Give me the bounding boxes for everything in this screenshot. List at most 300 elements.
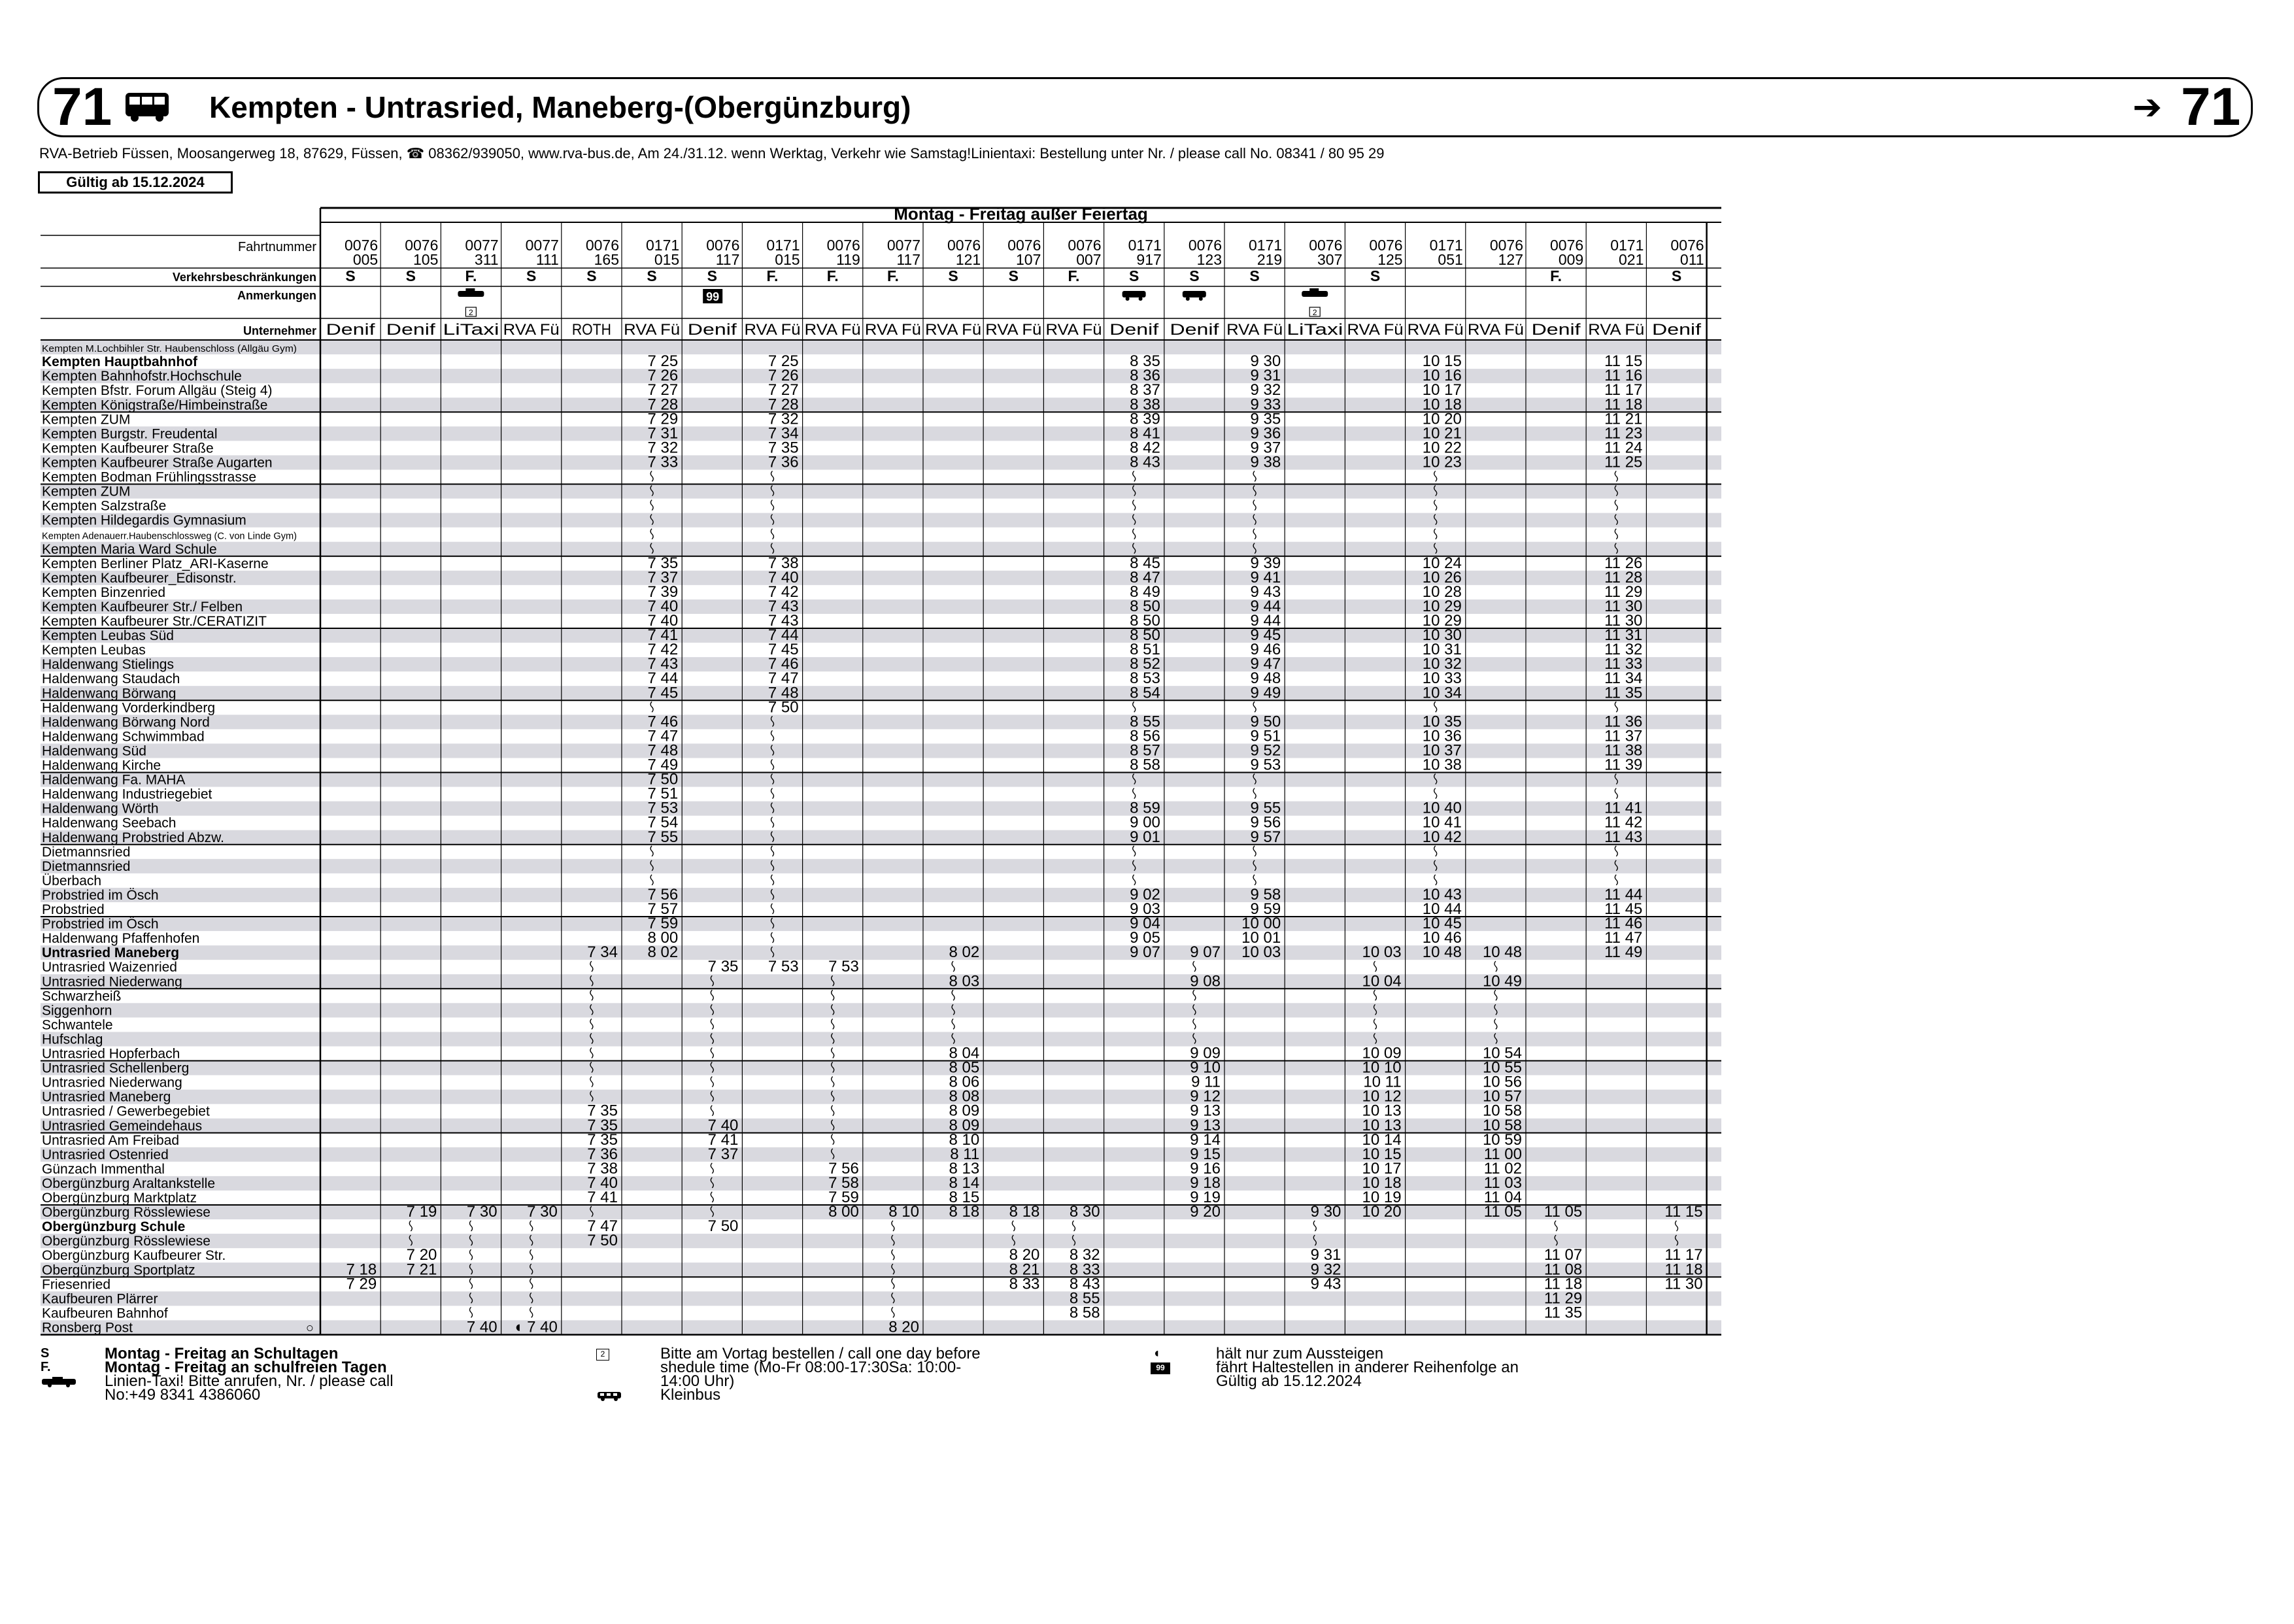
operator-name: RVA Fü	[1467, 321, 1524, 339]
departure-time: 7 56	[828, 1159, 859, 1177]
stop-name: Untrasried Maneberg	[42, 1089, 171, 1105]
departure-time: 10 43	[1422, 885, 1462, 904]
departure-time: 7 53	[767, 958, 799, 976]
stop-name: Kempten ZUM	[42, 412, 131, 428]
pass-through-mark	[1133, 500, 1136, 511]
departure-time: 11 15	[1604, 352, 1643, 371]
legend-minibus-text: Kleinbus	[660, 1386, 721, 1404]
stop-name: Haldenwang Börwang	[42, 686, 177, 702]
departure-time: 11 25	[1604, 453, 1643, 471]
departure-time: 9 39	[1250, 554, 1281, 572]
departure-time: 7 38	[587, 1159, 618, 1177]
departure-time: 8 35	[1130, 352, 1160, 371]
operator-name: Denif	[1170, 321, 1219, 339]
linientaxi-roof	[465, 288, 475, 292]
pass-through-mark	[470, 1307, 473, 1317]
departure-time: 8 13	[949, 1159, 980, 1177]
stop-name: Kempten Maria Ward Schule	[42, 541, 217, 557]
departure-time: 8 30	[1069, 1203, 1100, 1221]
trip-number: 015	[654, 251, 680, 268]
departure-time: 9 09	[1190, 1044, 1221, 1062]
pass-through-mark	[771, 788, 774, 799]
pass-through-mark	[952, 990, 954, 1000]
departure-time: 8 10	[888, 1203, 919, 1221]
stop-name: Kempten Kaufbeurer Straße Augarten	[42, 455, 273, 471]
pass-through-mark	[771, 932, 774, 943]
departure-time: 7 29	[346, 1275, 377, 1293]
stop-name: Kempten Bfstr. Forum Allgäu (Steig 4)	[42, 383, 273, 399]
departure-time: 7 50	[767, 698, 799, 717]
pass-through-mark	[1133, 846, 1136, 856]
departure-time: 11 46	[1604, 915, 1643, 933]
pass-through-mark	[952, 1019, 954, 1029]
departure-time: 9 30	[1310, 1203, 1341, 1221]
stop-name: Haldenwang Börwang Nord	[42, 715, 210, 730]
departure-time: 9 19	[1190, 1189, 1221, 1206]
departure-time: 11 44	[1604, 885, 1643, 904]
trip-number-label: Fahrtnummer	[237, 240, 316, 254]
stop-name: Haldenwang Fa. MAHA	[42, 772, 186, 788]
pass-through-mark	[1313, 1221, 1316, 1231]
departure-time: 8 18	[949, 1203, 980, 1221]
departure-time: 7 35	[707, 958, 739, 976]
departure-time: 10 58	[1482, 1116, 1522, 1134]
pass-through-mark	[1133, 875, 1136, 885]
departure-time: 7 41	[707, 1130, 739, 1149]
stop-name: Untrasried / Gewerbegebiet	[42, 1104, 210, 1119]
row-shade	[41, 568, 1721, 586]
departure-time: 9 03	[1130, 900, 1160, 918]
departure-time: 10 17	[1422, 381, 1462, 399]
pass-through-mark	[1494, 1019, 1497, 1029]
departure-time: 10 17	[1362, 1159, 1402, 1177]
restriction-code: F.	[1068, 267, 1080, 284]
pass-through-mark	[832, 1077, 834, 1087]
minibus-icon	[596, 1391, 622, 1401]
minibus-icon	[1183, 291, 1206, 297]
departure-time: 8 41	[1130, 424, 1160, 443]
operator-name: RVA Fü	[985, 321, 1042, 339]
departure-time: 11 43	[1604, 828, 1643, 846]
departure-time: 7 50	[647, 770, 679, 788]
departure-time: 7 30	[527, 1203, 558, 1221]
departure-time: 9 59	[1250, 900, 1281, 918]
departure-time: 10 01	[1241, 929, 1281, 947]
departure-time: 10 20	[1362, 1203, 1402, 1221]
stop-name: Schwarzheiß	[42, 989, 122, 1004]
departure-time: 10 59	[1482, 1130, 1522, 1149]
row-shade	[41, 369, 1721, 383]
operator-name: RVA Fü	[744, 321, 801, 339]
pass-through-mark	[1676, 1221, 1678, 1231]
restriction-code: S	[1008, 267, 1019, 284]
alight-only-icon: ◖	[1153, 1346, 1161, 1361]
pass-through-mark	[590, 990, 593, 1000]
stop-name: Kempten Hauptbahnhof	[42, 354, 197, 370]
departure-time: 10 12	[1362, 1087, 1402, 1106]
row-shade	[41, 885, 1721, 904]
minibus-wheel	[1186, 297, 1190, 301]
departure-time: 9 14	[1190, 1130, 1221, 1149]
operator-name: Denif	[1109, 321, 1159, 339]
note-99: 99	[706, 290, 720, 303]
pass-through-mark	[1434, 471, 1437, 481]
departure-time: 11 21	[1604, 410, 1643, 428]
departure-time: 10 10	[1362, 1058, 1402, 1077]
pass-through-mark	[771, 529, 774, 539]
departure-time: 11 18	[1664, 1260, 1703, 1279]
pass-through-mark	[892, 1278, 894, 1289]
departure-time: 8 57	[1130, 741, 1160, 760]
pass-through-mark	[1133, 788, 1136, 799]
row-shade	[41, 426, 1721, 441]
notes-label: Anmerkungen	[237, 289, 316, 302]
departure-time: 9 44	[1250, 612, 1281, 630]
departure-time: 9 15	[1190, 1145, 1221, 1163]
departure-time: 10 00	[1241, 915, 1281, 933]
row-shade	[41, 1205, 1721, 1219]
stop-name: Friesenried	[42, 1277, 111, 1293]
departure-time: 11 24	[1604, 439, 1643, 457]
stop-name: Schwantele	[42, 1017, 113, 1033]
departure-time: 7 27	[767, 381, 799, 399]
operator-name: Denif	[687, 321, 737, 339]
pass-through-mark	[892, 1307, 894, 1317]
departure-time: 7 41	[647, 626, 679, 645]
departure-time: 10 28	[1422, 583, 1462, 601]
pass-through-mark	[1253, 788, 1256, 799]
trip-number: 0076	[706, 237, 740, 254]
departure-time: 10 46	[1422, 929, 1462, 947]
trip-number: 125	[1377, 251, 1403, 268]
stop-name: Kempten Salzstraße	[42, 498, 167, 514]
stop-name: Kempten Bahnhofstr.Hochschule	[42, 369, 242, 384]
pass-through-mark	[771, 471, 774, 481]
departure-time: 7 57	[647, 900, 679, 918]
stop-name: Siggenhorn	[42, 1003, 112, 1019]
departure-time: 9 32	[1310, 1260, 1341, 1279]
legend	[39, 1347, 1674, 1425]
stop-name: Haldenwang Probstried Abzw.	[42, 830, 224, 845]
departure-time: 7 35	[587, 1102, 618, 1120]
restriction-code: F.	[1550, 267, 1562, 284]
departure-time: 9 07	[1190, 943, 1221, 962]
departure-time: 8 21	[1009, 1260, 1040, 1279]
stop-name: Haldenwang Staudach	[42, 671, 180, 687]
restriction-code: S	[1129, 267, 1139, 284]
departure-time: 9 35	[1250, 410, 1281, 428]
departure-time: 9 05	[1130, 929, 1160, 947]
pass-through-mark	[1253, 529, 1256, 539]
departure-time: 9 01	[1130, 828, 1160, 846]
arrow-right-icon: ➔	[2133, 86, 2163, 127]
departure-time: 9 58	[1250, 885, 1281, 904]
departure-time: 10 20	[1422, 410, 1462, 428]
pass-through-mark	[590, 1019, 593, 1029]
departure-time: 7 44	[647, 669, 679, 688]
departure-time: 7 40	[707, 1116, 739, 1134]
pass-through-mark	[650, 875, 653, 885]
departure-time: 7 59	[647, 915, 679, 933]
departure-time: 7 41	[587, 1189, 618, 1206]
departure-time: 10 13	[1362, 1116, 1402, 1134]
pass-through-mark	[1253, 875, 1256, 885]
departure-time: 7 40	[587, 1174, 618, 1192]
departure-time: 7 35	[587, 1116, 618, 1134]
row-shade	[41, 398, 1721, 412]
trip-number: 123	[1196, 251, 1222, 268]
pass-through-mark	[409, 1221, 412, 1231]
restriction-code: S	[526, 267, 537, 284]
pass-through-mark	[832, 1134, 834, 1145]
line-number-right: 71	[2181, 77, 2241, 137]
departure-time: 7 45	[647, 684, 679, 702]
departure-time: 11 38	[1604, 741, 1643, 760]
stop-name: Untrasried Maneberg	[42, 945, 180, 961]
pass-through-mark	[1615, 471, 1617, 481]
pass-through-mark	[892, 1249, 894, 1260]
departure-time: 10 11	[1363, 1073, 1402, 1091]
stop-name: Obergünzburg Kaufbeurer Str.	[42, 1248, 226, 1264]
row-shade	[41, 1234, 1721, 1248]
departure-time: 8 52	[1130, 655, 1160, 673]
pass-through-mark	[1193, 961, 1196, 972]
departure-time: 10 48	[1482, 943, 1522, 962]
departure-time: 8 45	[1130, 554, 1160, 572]
trip-number: 051	[1438, 251, 1463, 268]
trip-number: 219	[1257, 251, 1283, 268]
trip-number: 021	[1619, 251, 1644, 268]
pass-through-mark	[590, 1047, 593, 1058]
linientaxi-icon	[1302, 291, 1328, 297]
departure-time: 8 18	[1009, 1203, 1040, 1221]
stop-name: Haldenwang Stielings	[42, 657, 174, 673]
pass-through-mark	[711, 1077, 713, 1087]
operator-label: Unternehmer	[243, 324, 316, 337]
departure-time: 8 33	[1069, 1260, 1100, 1279]
pass-through-mark	[892, 1221, 894, 1231]
departure-time: 9 18	[1190, 1174, 1221, 1192]
restriction-code: F.	[886, 267, 899, 284]
restriction-code: F.	[465, 267, 477, 284]
legend-2-symbol: 2	[596, 1349, 609, 1361]
pass-through-mark	[1374, 1019, 1377, 1029]
departure-time: 8 15	[949, 1189, 980, 1206]
pass-through-mark	[771, 730, 774, 741]
route-title: Kempten - Untrasried, Maneberg-(Obergünzburg)	[209, 90, 911, 124]
operator-name: RVA Fü	[804, 321, 861, 339]
departure-time: 7 43	[647, 655, 679, 673]
trip-number: 0171	[646, 237, 680, 254]
legend-2-text-3: 14:00 Uhr)	[660, 1372, 735, 1390]
departure-time: 10 45	[1422, 915, 1462, 933]
stop-name: Haldenwang Kirche	[42, 758, 161, 773]
legend-2-text-2: shedule time (Mo-Fr 08:00-17:30Sa: 10:00-	[660, 1359, 962, 1376]
minibus-wheel	[1199, 297, 1203, 301]
departure-time: 11 32	[1604, 641, 1643, 659]
departure-time: 7 32	[647, 439, 679, 457]
departure-time: 7 56	[647, 885, 679, 904]
stop-name: Kempten Adenauerr.Haubenschlossweg (C. von Linde Gym)	[42, 530, 297, 542]
departure-time: 8 42	[1130, 439, 1160, 457]
trip-number: 119	[836, 251, 860, 268]
row-shade	[41, 830, 1721, 845]
departure-time: 7 40	[767, 568, 799, 586]
pass-through-mark	[771, 817, 774, 828]
trip-number: 0171	[1249, 237, 1283, 254]
departure-time: 7 53	[647, 799, 679, 817]
departure-time: 11 47	[1604, 929, 1643, 947]
departure-time: 8 10	[949, 1130, 980, 1149]
pass-through-mark	[771, 846, 774, 856]
restriction-code: F.	[766, 267, 779, 284]
departure-time: 9 52	[1250, 741, 1281, 760]
trip-number: 311	[474, 251, 499, 268]
departure-time: 10 15	[1422, 352, 1462, 371]
trip-number: 0076	[1068, 237, 1102, 254]
stop-name: Kempten Burgstr. Freudental	[42, 426, 218, 442]
pass-through-mark	[1615, 846, 1617, 856]
departure-time: 11 05	[1483, 1203, 1522, 1221]
departure-time: 7 34	[767, 424, 799, 443]
trip-number: 009	[1558, 251, 1584, 268]
trip-number: 117	[896, 251, 920, 268]
departure-time: 10 42	[1422, 828, 1462, 846]
departure-time: 8 20	[1009, 1246, 1040, 1264]
restriction-code: S	[1671, 267, 1682, 284]
stop-name: Untrasried Niederwang	[42, 974, 182, 990]
trip-number: 107	[1016, 251, 1041, 268]
departure-time: 8 20	[888, 1318, 919, 1336]
departure-time: 7 35	[647, 554, 679, 572]
trip-number: 0076	[1188, 237, 1222, 254]
departure-time: 11 35	[1543, 1304, 1583, 1322]
restriction-code: S	[1249, 267, 1260, 284]
stop-name: Kempten Leubas Süd	[42, 628, 174, 644]
pass-through-mark	[1434, 529, 1437, 539]
trip-number: 0076	[1670, 237, 1704, 254]
departure-time: 11 30	[1604, 597, 1643, 615]
departure-time: 7 19	[406, 1203, 437, 1221]
departure-time: 7 32	[767, 410, 799, 428]
departure-time: 7 26	[767, 367, 799, 385]
trip-number: 0076	[1007, 237, 1041, 254]
departure-time: 11 33	[1604, 655, 1643, 673]
departure-time: 9 49	[1250, 684, 1281, 702]
trip-number: 0171	[1128, 237, 1162, 254]
operator-name: RVA Fü	[925, 321, 982, 339]
stop-name: Untrasried Waizenried	[42, 960, 177, 975]
pass-through-mark	[470, 1221, 473, 1231]
stop-name: Günzach Immenthal	[42, 1161, 165, 1177]
departure-time: 8 03	[949, 972, 980, 990]
linientaxi-icon	[458, 291, 484, 297]
departure-time: 8 09	[949, 1102, 980, 1120]
row-shade	[41, 770, 1721, 788]
departure-time: 10 03	[1241, 943, 1281, 962]
trip-number: 0076	[1489, 237, 1523, 254]
stop-name: Kempten M.Lochbihler Str. Haubenschloss (Allgäu Gym)	[42, 343, 297, 355]
stop-name: Haldenwang Wörth	[42, 801, 159, 817]
note-2: 2	[1312, 308, 1317, 317]
pass-through-mark	[1615, 702, 1617, 712]
departure-time: 11 28	[1604, 568, 1643, 586]
departure-time: 8 50	[1130, 612, 1160, 630]
trip-number: 0076	[826, 237, 860, 254]
departure-time: 9 33	[1250, 396, 1281, 414]
departure-time: ◖ 7 40	[513, 1318, 558, 1336]
departure-time: 10 41	[1422, 813, 1462, 832]
pass-through-mark	[711, 990, 713, 1000]
departure-time: 11 15	[1664, 1203, 1703, 1221]
departure-time: 11 07	[1543, 1246, 1583, 1264]
departure-time: 8 49	[1130, 583, 1160, 601]
pass-through-mark	[590, 1077, 593, 1087]
pass-through-mark	[1374, 990, 1377, 1000]
pass-through-mark	[530, 1249, 533, 1260]
departure-time: 7 40	[466, 1318, 498, 1336]
linientaxi-roof	[1309, 288, 1319, 292]
pass-through-mark	[1073, 1221, 1075, 1231]
day-heading: Montag - Freitag außer Feiertag	[894, 204, 1148, 224]
departure-time: 7 48	[647, 741, 679, 760]
legend-taxi-text-1: Linien-Taxi! Bitte anrufen, Nr. / please call	[105, 1372, 394, 1390]
legend-s-symbol: S	[41, 1346, 50, 1361]
departure-time: 8 59	[1130, 799, 1160, 817]
stop-name: Untrasried Gemeindehaus	[42, 1118, 203, 1134]
departure-time: 8 55	[1069, 1289, 1100, 1308]
departure-time: 9 00	[1130, 813, 1160, 832]
operator-name: Denif	[1652, 321, 1702, 339]
pass-through-mark	[771, 875, 774, 885]
departure-time: 7 48	[767, 684, 799, 702]
departure-time: 8 02	[949, 943, 980, 962]
departure-time: 8 39	[1130, 410, 1160, 428]
trip-number: 117	[715, 251, 740, 268]
pass-through-mark	[711, 1106, 713, 1116]
pass-through-mark	[1494, 990, 1497, 1000]
departure-time: 11 17	[1664, 1246, 1703, 1264]
departure-time: 9 02	[1130, 885, 1160, 904]
stop-name: Haldenwang Pfaffenhofen	[42, 931, 200, 947]
pass-through-mark	[1494, 961, 1497, 972]
departure-time: 7 47	[587, 1217, 618, 1236]
departure-time: 7 46	[647, 713, 679, 731]
departure-time: 7 46	[767, 655, 799, 673]
trip-number: 307	[1317, 251, 1343, 268]
departure-time: 10 49	[1482, 972, 1522, 990]
departure-time: 8 38	[1130, 396, 1160, 414]
departure-time: 8 47	[1130, 568, 1160, 586]
pass-through-mark	[530, 1307, 533, 1317]
row-shade	[41, 657, 1721, 671]
departure-time: 9 36	[1250, 424, 1281, 443]
stop-name: Kempten Königstraße/Himbeinstraße	[42, 398, 268, 413]
row-shade	[41, 1320, 1721, 1334]
departure-time: 7 37	[707, 1145, 739, 1163]
departure-time: 11 18	[1543, 1275, 1583, 1293]
pass-through-mark	[470, 1278, 473, 1289]
restriction-code: S	[586, 267, 597, 284]
departure-time: 10 14	[1362, 1130, 1402, 1149]
departure-time: 7 21	[406, 1260, 437, 1279]
departure-time: 7 47	[647, 727, 679, 745]
departure-time: 9 10	[1190, 1058, 1221, 1077]
row-shade	[41, 1058, 1721, 1077]
restriction-code: S	[1189, 267, 1200, 284]
departure-time: 7 58	[828, 1174, 859, 1192]
departure-time: 8 55	[1130, 713, 1160, 731]
